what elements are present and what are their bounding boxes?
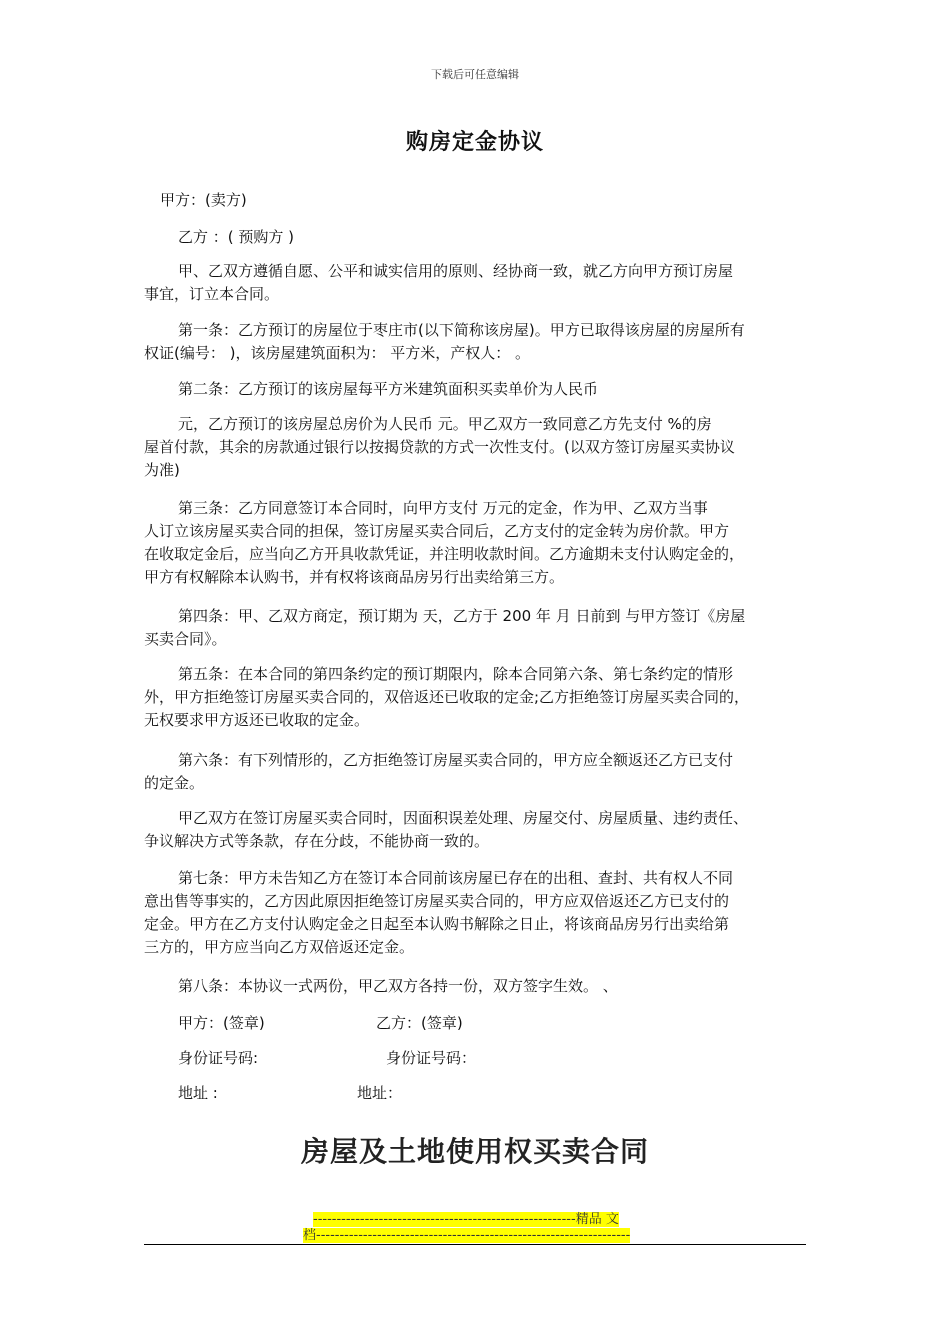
header-note: 下载后可任意编辑 bbox=[431, 68, 519, 81]
text-line: 三方的，甲方应当向乙方双倍返还定金。 bbox=[144, 938, 415, 956]
text-line: 第三条：乙方同意签订本合同时，向甲方支付 万元的定金，作为甲、乙双方当事 bbox=[178, 499, 708, 517]
footer-watermark-line-2 bbox=[303, 1228, 630, 1243]
article-5 bbox=[144, 663, 809, 732]
text-line: 屋首付款，其余的房款通过银行以按揭贷款的方式一次性支付。(以双方签订房屋买卖协议 bbox=[144, 438, 735, 456]
text-line: 人订立该房屋买卖合同的担保，签订房屋买卖合同后，乙方支付的定金转为房价款。甲方 bbox=[144, 522, 730, 540]
article-3 bbox=[144, 497, 809, 589]
text-line: 无权要求甲方返还已收取的定金。 bbox=[144, 711, 370, 729]
text-line: 外，甲方拒绝签订房屋买卖合同的，双倍返还已收取的定金;乙方拒绝签订房屋买卖合同的， bbox=[144, 688, 750, 706]
article-6-detail bbox=[144, 807, 809, 853]
text-line: 甲、乙双方遵循自愿、公平和诚实信用的原则、经协商一致，就乙方向甲方预订房屋 bbox=[178, 262, 734, 280]
text-line: 的定金。 bbox=[144, 774, 205, 792]
party-a-id: 身份证号码: bbox=[178, 1049, 259, 1067]
text-line: 第五条：在本合同的第四条约定的预订期限内，除本合同第六条、第七条约定的情形 bbox=[178, 665, 734, 683]
intro-paragraph bbox=[144, 260, 809, 306]
party-b-address: 地址： bbox=[357, 1084, 403, 1102]
article-1 bbox=[144, 319, 809, 365]
article-6 bbox=[144, 749, 809, 795]
article-7 bbox=[144, 867, 809, 959]
text-line: 在收取定金后，应当向乙方开具收款凭证，并注明收款时间。乙方逾期未支付认购定金的， bbox=[144, 545, 745, 563]
footer-watermark-line-1 bbox=[313, 1212, 619, 1227]
article-2: 第二条：乙方预订的该房屋每平方米建筑面积买卖单价为人民币 bbox=[178, 380, 599, 398]
article-8: 第八条：本协议一式两份，甲乙双方各持一份，双方签字生效。 、 bbox=[178, 977, 618, 995]
page-bottom-rule bbox=[144, 1244, 806, 1245]
party-b-line: 乙方 ：( 预购方 ) bbox=[178, 228, 295, 246]
text-line: 权证(编号： )，该房屋建筑面积为： 平方米，产权人： 。 bbox=[144, 344, 531, 362]
article-4 bbox=[144, 605, 809, 651]
text-line: 为准) bbox=[144, 461, 180, 479]
text-line: 意出售等事实的，乙方因此原因拒绝签订房屋买卖合同的，甲方应双倍返还乙方已支付的 bbox=[144, 892, 730, 910]
highlighted-text: 档------------------------------------------------------------------- bbox=[303, 1228, 631, 1243]
text-line: 第七条：甲方未告知乙方在签订本合同前该房屋已存在的出租、查封、共有权人不同 bbox=[178, 869, 734, 887]
text-line: 事宜，订立本合同。 bbox=[144, 285, 280, 303]
party-a-address: 地址 : bbox=[178, 1084, 218, 1102]
text-line: 争议解决方式等条款，存在分歧，不能协商一致的。 bbox=[144, 832, 490, 850]
highlighted-text: --------------------------------------------------------精品 文 bbox=[313, 1212, 619, 1227]
text-line: 第六条：有下列情形的，乙方拒绝签订房屋买卖合同的，甲方应全额返还乙方已支付 bbox=[178, 751, 734, 769]
text-line: 定金。甲方在乙方支付认购定金之日起至本认购书解除之日止，将该商品房另行出卖给第 bbox=[144, 915, 730, 933]
party-a-seal: 甲方：(签章) bbox=[178, 1014, 265, 1032]
text-line: 甲乙双方在签订房屋买卖合同时，因面积误差处理、房屋交付、房屋质量、违约责任、 bbox=[178, 809, 749, 827]
text-line: 买卖合同》。 bbox=[144, 630, 227, 648]
article-2-continued bbox=[144, 413, 809, 482]
contract-title: 房屋及土地使用权买卖合同 bbox=[300, 1135, 649, 1168]
party-b-seal: 乙方：(签章) bbox=[376, 1014, 463, 1032]
text-line: 甲方有权解除本认购书，并有权将该商品房另行出卖给第三方。 bbox=[144, 568, 565, 586]
text-line: 元，乙方预订的该房屋总房价为人民币 元。甲乙双方一致同意乙方先支付 %的房 bbox=[178, 415, 712, 433]
text-line: 第四条：甲、乙双方商定，预订期为 天，乙方于 200 年 月 日前到 与甲方签订《房屋 bbox=[178, 607, 746, 625]
party-b-id: 身份证号码： bbox=[386, 1049, 477, 1067]
text-line: 第一条：乙方预订的房屋位于枣庄市(以下简称该房屋)。甲方已取得该房屋的房屋所有 bbox=[178, 321, 745, 339]
agreement-title: 购房定金协议 bbox=[405, 130, 544, 155]
party-a-line: 甲方：(卖方) bbox=[160, 191, 247, 209]
